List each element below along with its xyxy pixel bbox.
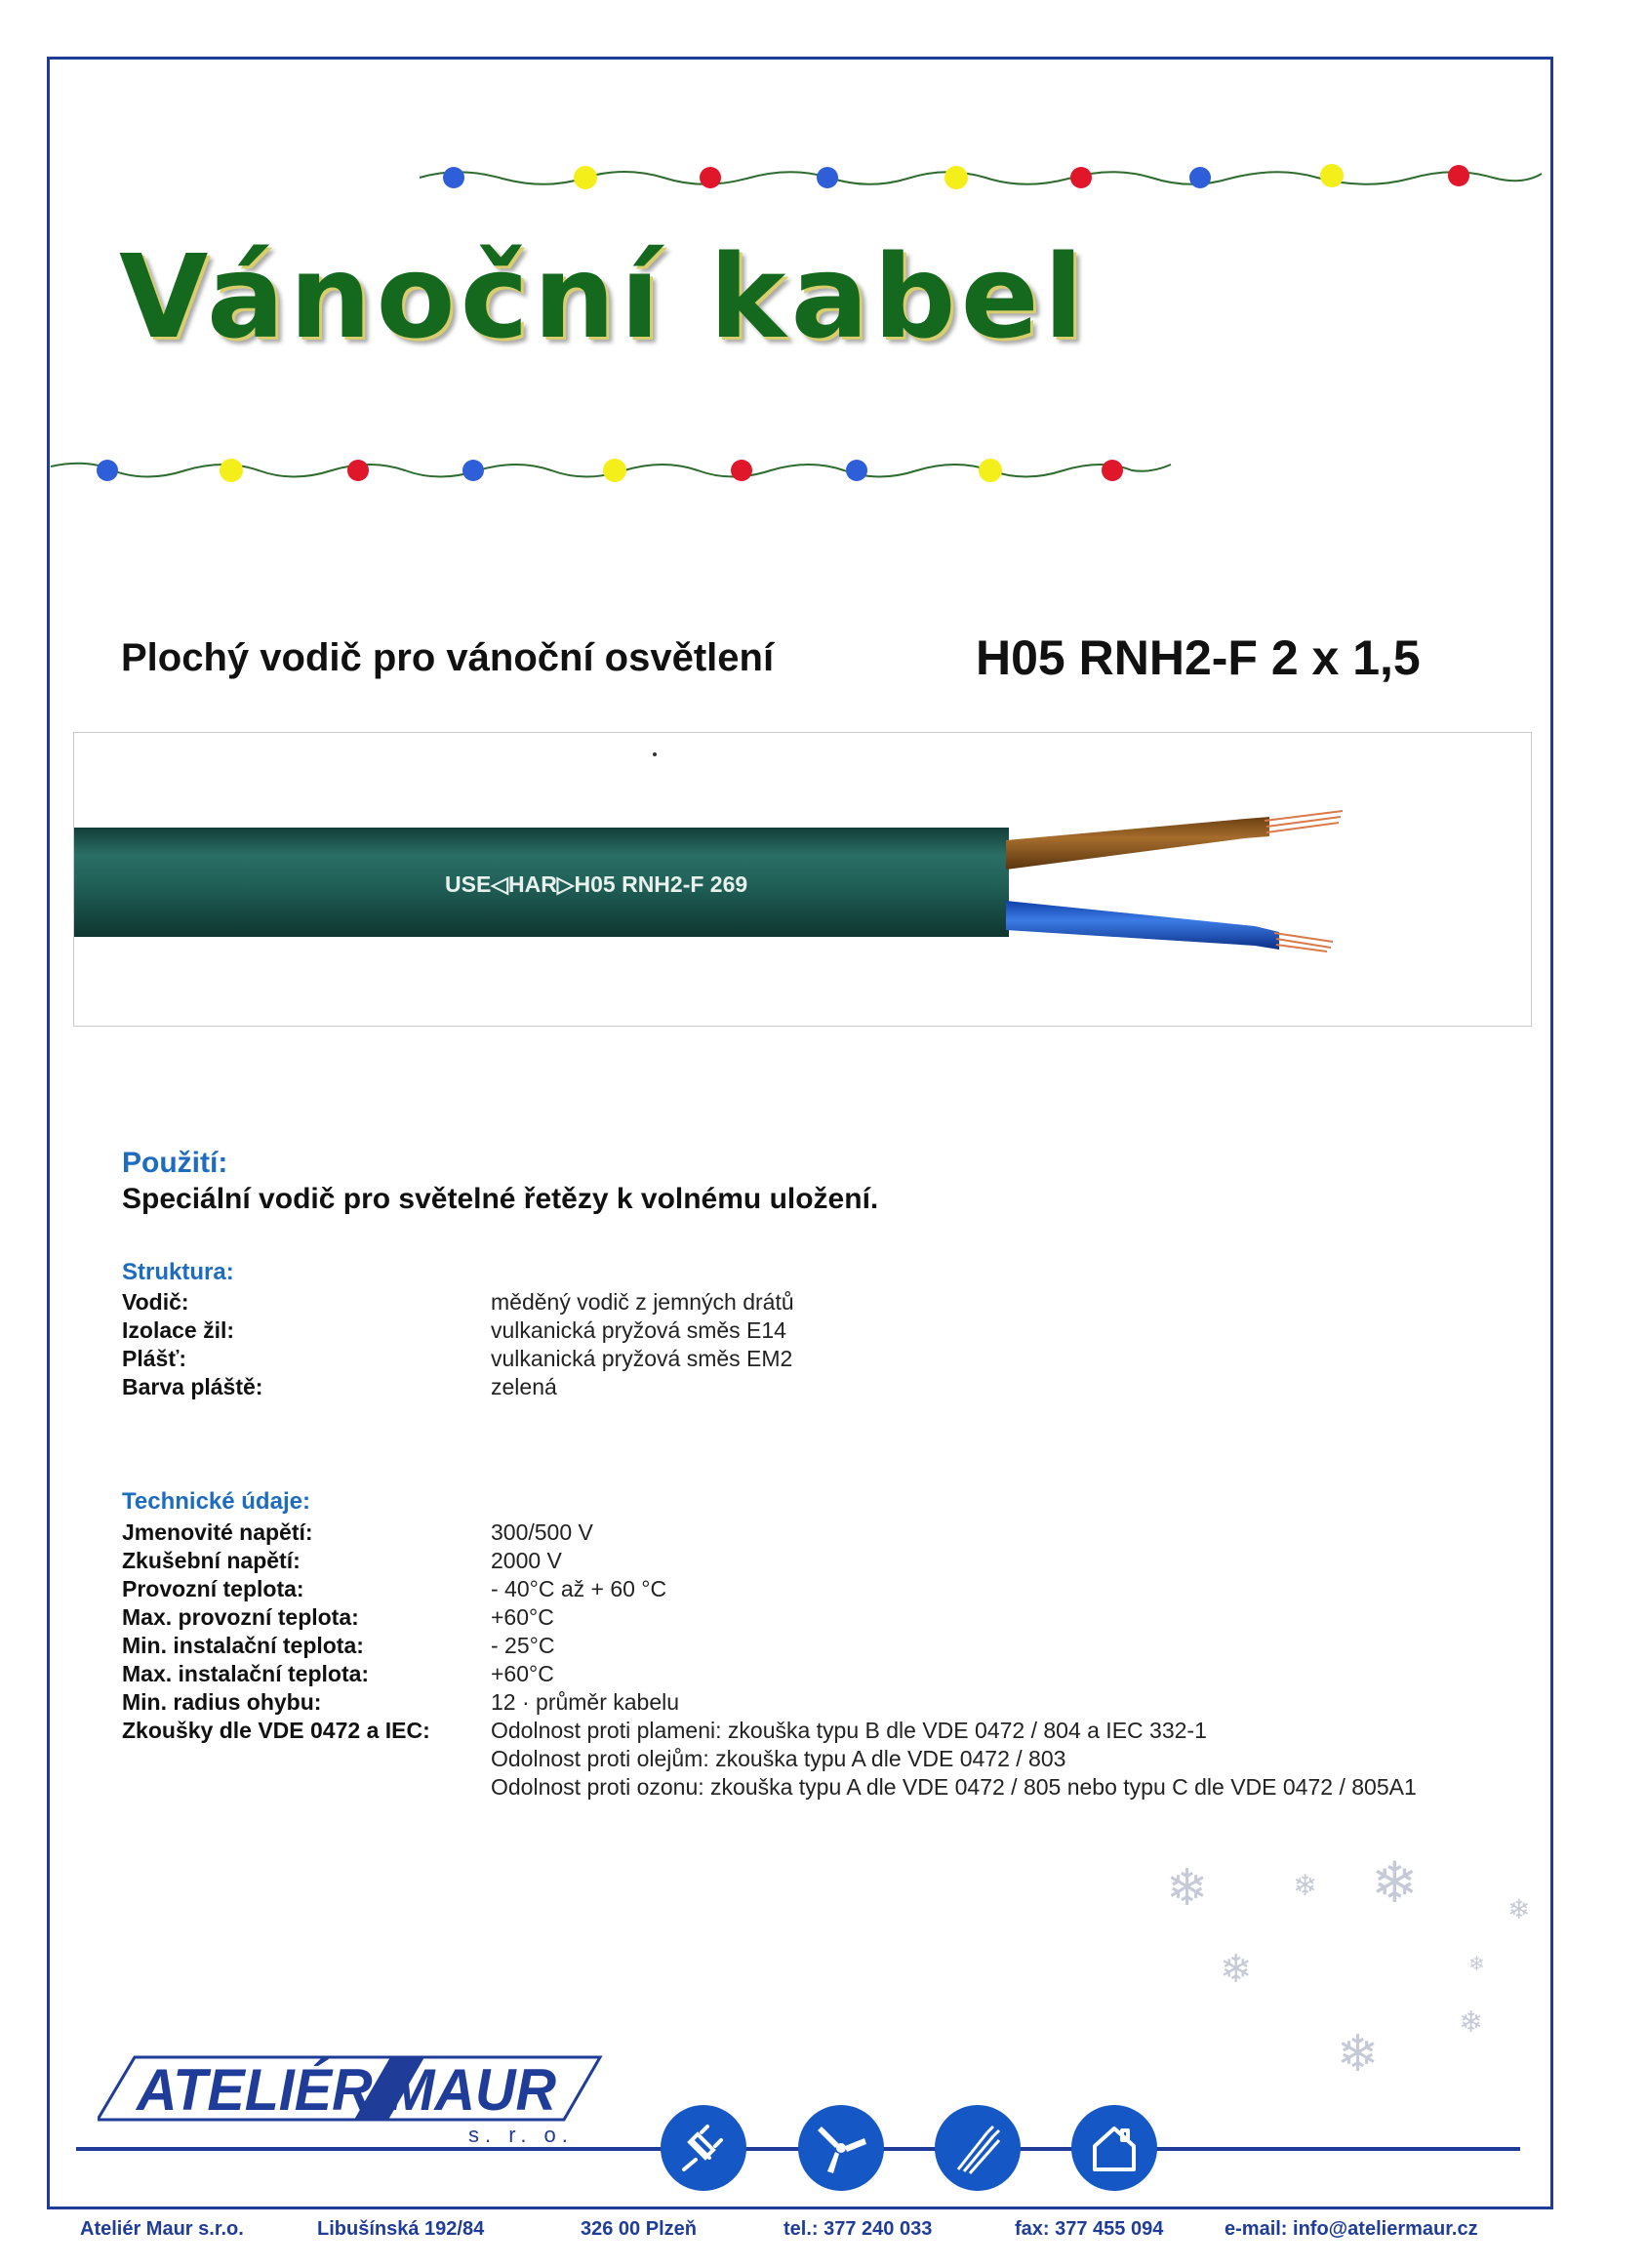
cable-photo — [73, 732, 1532, 1027]
table-row — [122, 1660, 1417, 1688]
row-label — [122, 1745, 491, 1773]
row-value: měděný vodič z jemných drátů — [491, 1289, 794, 1315]
row-label: Min. instalační teplota: — [122, 1633, 364, 1658]
row-label: Min. radius ohybu: — [122, 1689, 322, 1715]
table-row — [122, 1316, 794, 1345]
row-value: vulkanická pryžová směs EM2 — [491, 1346, 793, 1371]
page-title: Vánoční kabel — [119, 229, 1089, 364]
house-icon — [1071, 2105, 1157, 2191]
technical-table — [122, 1519, 1417, 1802]
table-row — [122, 1575, 1417, 1603]
table-row — [122, 1519, 1417, 1547]
row-label — [122, 1773, 491, 1802]
snowflake-icon: ❄ — [1468, 1952, 1485, 1975]
logo-suffix: s. r. o. — [468, 2123, 574, 2147]
footer-tel: tel.: 377 240 033 — [783, 2218, 933, 2240]
table-row — [122, 1603, 1417, 1632]
footer-email[interactable]: e-mail: info@ateliermaur.cz — [1225, 2218, 1478, 2240]
row-label: Izolace žil: — [122, 1317, 235, 1343]
snowflake-icon: ❄ — [1220, 1947, 1253, 1992]
table-row — [122, 1717, 1417, 1745]
table-row — [122, 1773, 1417, 1802]
row-label: Zkoušky dle VDE 0472 a IEC: — [122, 1718, 430, 1743]
row-value: +60°C — [491, 1661, 554, 1686]
row-label: Plášť: — [122, 1346, 186, 1371]
technical-heading: Technické údaje: — [122, 1488, 310, 1515]
row-value: - 25°C — [491, 1633, 555, 1658]
row-label: Max. instalační teplota: — [122, 1661, 370, 1686]
row-value: Odolnost proti olejům: zkouška typu A dle VDE 0472 / 803 — [491, 1746, 1066, 1771]
snowflake-icon: ❄ — [1293, 1869, 1318, 1903]
cable-print-text: USE◁HAR▷H05 RNH2-F 269 — [445, 871, 748, 897]
row-label: Max. provozní teplota: — [122, 1604, 359, 1630]
row-label: Zkušební napětí: — [122, 1548, 301, 1573]
row-label: Provozní teplota: — [122, 1576, 304, 1601]
table-row — [122, 1547, 1417, 1575]
usage-heading: Použití: — [122, 1147, 228, 1179]
structure-table — [122, 1288, 794, 1401]
footer-street: Libušínská 192/84 — [317, 2218, 485, 2240]
cable-illustration — [74, 733, 1532, 1027]
row-label: Jmenovité napětí: — [122, 1519, 313, 1545]
usage-text: Speciální vodič pro světelné řetězy k volnému uložení. — [122, 1183, 879, 1215]
row-value: 12 · průměr kabelu — [491, 1689, 680, 1715]
row-value: +60°C — [491, 1604, 554, 1630]
row-value: zelená — [491, 1374, 557, 1399]
table-row — [122, 1745, 1417, 1773]
footer-company: Ateliér Maur s.r.o. — [80, 2218, 244, 2240]
row-label: Barva pláště: — [122, 1374, 263, 1399]
structure-heading: Struktura: — [122, 1259, 234, 1285]
table-row — [122, 1632, 1417, 1660]
row-value: - 40°C až + 60 °C — [491, 1576, 667, 1601]
row-value: Odolnost proti plameni: zkouška typu B dle VDE 0472 / 804 a IEC 332-1 — [491, 1718, 1207, 1743]
page-frame — [47, 57, 1553, 2209]
row-value: vulkanická pryžová směs E14 — [491, 1317, 786, 1343]
snowflake-icon: ❄ — [1371, 1849, 1419, 1916]
logo-text: ATELIÉR MAUR — [135, 2057, 556, 2123]
fan-icon — [798, 2105, 884, 2191]
table-row — [122, 1345, 794, 1373]
table-row — [122, 1373, 794, 1401]
snowflake-icon: ❄ — [1459, 2005, 1484, 2040]
row-value: 300/500 V — [491, 1519, 593, 1545]
footer-city: 326 00 Plzeň — [581, 2218, 697, 2240]
snowflake-icon: ❄ — [1166, 1859, 1209, 1918]
company-logo — [98, 2049, 605, 2127]
subtitle: Plochý vodič pro vánoční osvětlení — [121, 636, 775, 679]
row-label: Vodič: — [122, 1289, 189, 1315]
snowflake-icon: ❄ — [1507, 1893, 1531, 1925]
footer-fax: fax: 377 455 094 — [1015, 2218, 1164, 2240]
row-value: 2000 V — [491, 1548, 562, 1573]
product-code: H05 RNH2-F 2 x 1,5 — [976, 630, 1421, 685]
table-row — [122, 1288, 794, 1316]
plug-icon — [661, 2105, 746, 2191]
row-value: Odolnost proti ozonu: zkouška typu A dle VDE 0472 / 805 nebo typu C dle VDE 0472 / 805A1 — [491, 1774, 1417, 1800]
table-row — [122, 1688, 1417, 1717]
cables-icon — [935, 2105, 1021, 2191]
snowflake-icon: ❄ — [1337, 2025, 1380, 2084]
